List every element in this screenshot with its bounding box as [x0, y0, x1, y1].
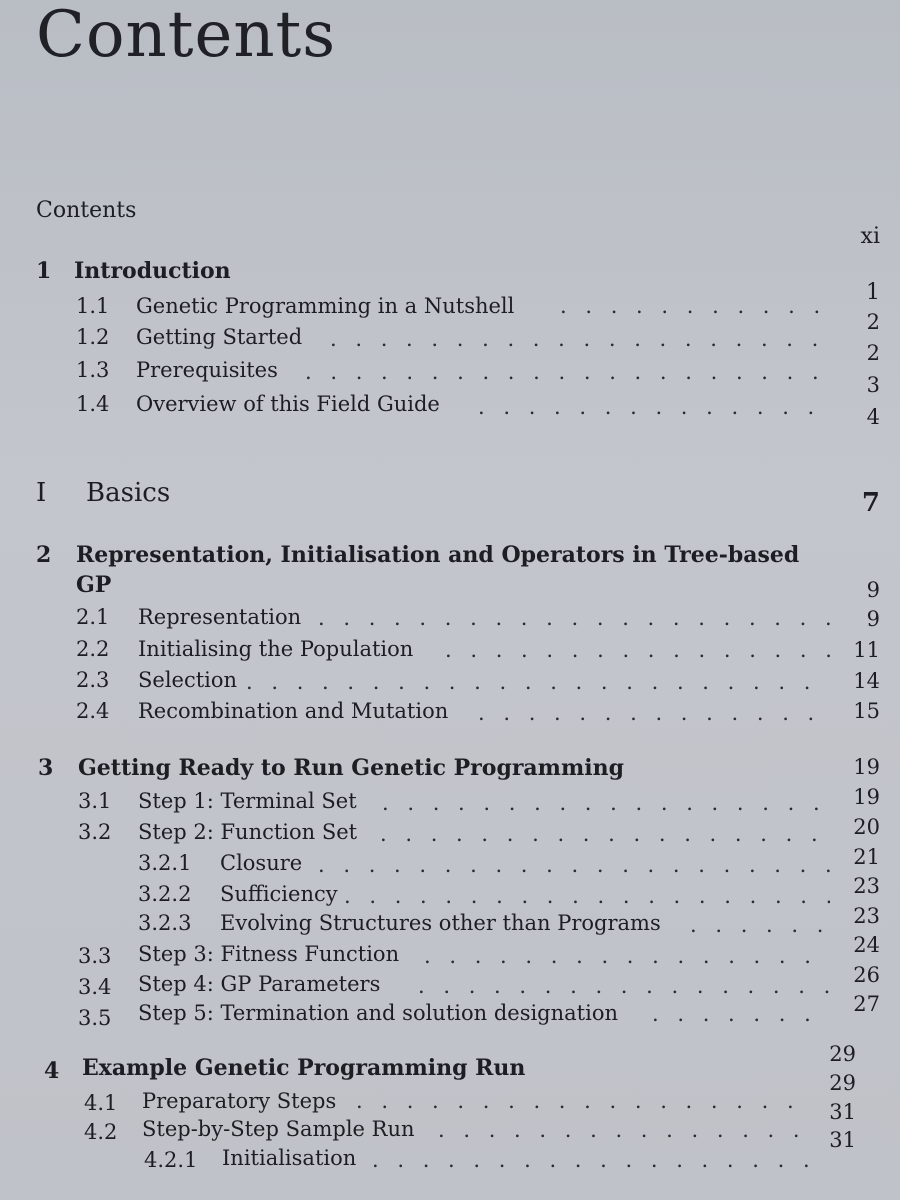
- entry-number: 3.2.3: [138, 911, 192, 935]
- entry-number: 1.1: [76, 294, 110, 318]
- entry-title: Basics: [86, 478, 171, 508]
- entry-title: Step 5: Termination and solution designation: [138, 1001, 618, 1025]
- entry-number: 3.5: [78, 1006, 112, 1030]
- entry-title: Getting Started: [136, 325, 303, 349]
- entry-number: 2.4: [76, 699, 110, 723]
- entry-page: 20: [853, 815, 880, 839]
- entry-number: 3: [38, 755, 54, 781]
- leader-dots: [380, 822, 830, 846]
- entry-title: Evolving Structures other than Programs: [220, 911, 661, 935]
- entry-page: 27: [853, 992, 880, 1016]
- leader-dots: [690, 913, 830, 937]
- leader-dots: [445, 638, 830, 662]
- entry-page: 21: [853, 845, 880, 869]
- entry-title: Overview of this Field Guide: [136, 392, 440, 416]
- entry-page: 31: [829, 1128, 856, 1152]
- entry-title: Representation: [138, 605, 302, 629]
- entry-number: 1.3: [76, 358, 110, 382]
- entry-page: 26: [853, 963, 880, 987]
- leader-dots: [418, 974, 830, 998]
- entry-number: 3.3: [78, 944, 112, 968]
- entry-number: 4.1: [84, 1091, 118, 1115]
- entry-page: 3: [866, 373, 880, 397]
- entry-title: Step 3: Fitness Function: [138, 942, 400, 966]
- entry-title: Step 1: Terminal Set: [138, 789, 357, 813]
- entry-number: 1.4: [76, 392, 110, 416]
- entry-page: 31: [829, 1100, 856, 1124]
- leader-dots: [344, 884, 830, 908]
- entry-number: I: [36, 478, 47, 508]
- entry-page: 2: [866, 310, 880, 334]
- entry-number: 2.3: [76, 668, 110, 692]
- entry-number: 4: [44, 1058, 60, 1084]
- entry-page: 9: [866, 578, 880, 602]
- leader-dots: [652, 1002, 830, 1026]
- entry-page: 9: [866, 607, 880, 631]
- entry-title-continued: GP: [76, 572, 112, 598]
- leader-dots: [424, 944, 830, 968]
- entry-title: Contents: [36, 198, 137, 223]
- entry-title: Initialising the Population: [138, 637, 414, 661]
- entry-title: Sufficiency: [220, 882, 338, 906]
- entry-number: 4.2.1: [144, 1148, 198, 1172]
- entry-title: Initialisation: [222, 1146, 357, 1170]
- leader-dots: [318, 853, 830, 877]
- entry-page: 14: [853, 669, 880, 693]
- entry-title: Step-by-Step Sample Run: [142, 1117, 415, 1141]
- entry-page: 19: [853, 785, 880, 809]
- leader-dots: [305, 360, 835, 384]
- entry-title: Prerequisites: [136, 358, 278, 382]
- leader-dots: [246, 670, 830, 694]
- entry-number: 3.4: [78, 975, 112, 999]
- leader-dots: [560, 294, 835, 318]
- entry-title: Step 4: GP Parameters: [138, 972, 381, 996]
- leader-dots: [382, 791, 830, 815]
- leader-dots: [478, 395, 835, 419]
- entry-page: 7: [861, 488, 880, 518]
- entry-title: Introduction: [74, 258, 231, 284]
- entry-title: Genetic Programming in a Nutshell: [136, 294, 515, 318]
- entry-page: 1: [866, 280, 880, 305]
- entry-page: xi: [860, 224, 880, 249]
- entry-page: 24: [853, 933, 880, 957]
- entry-title: Closure: [220, 851, 303, 875]
- entry-page: 23: [853, 904, 880, 928]
- page-title: Contents: [36, 0, 337, 72]
- entry-title: Selection: [138, 668, 238, 692]
- leader-dots: [318, 606, 833, 630]
- entry-number: 1: [36, 258, 52, 284]
- entry-number: 4.2: [84, 1120, 118, 1144]
- entry-title: Getting Ready to Run Genetic Programming: [78, 755, 624, 781]
- entry-number: 2: [36, 542, 52, 568]
- entry-page: 15: [853, 699, 880, 723]
- entry-page: 4: [866, 405, 880, 429]
- entry-page: 19: [853, 755, 880, 779]
- entry-page: 11: [853, 638, 880, 662]
- entry-number: 3.2.1: [138, 851, 192, 875]
- entry-page: 29: [829, 1071, 856, 1095]
- entry-page: 2: [866, 341, 880, 365]
- leader-dots: [438, 1118, 810, 1142]
- entry-number: 3.2.2: [138, 882, 192, 906]
- entry-number: 2.1: [76, 605, 110, 629]
- entry-title: Representation, Initialisation and Operators in Tree-based: [76, 542, 800, 568]
- leader-dots: [356, 1089, 810, 1113]
- entry-number: 3.1: [78, 789, 112, 813]
- leader-dots: [478, 701, 830, 725]
- entry-title: Recombination and Mutation: [138, 699, 449, 723]
- entry-number: 1.2: [76, 325, 110, 349]
- entry-page: 23: [853, 874, 880, 898]
- entry-title: Preparatory Steps: [142, 1089, 337, 1113]
- entry-number: 2.2: [76, 637, 110, 661]
- entry-number: 3.2: [78, 820, 112, 844]
- leader-dots: [372, 1148, 810, 1172]
- entry-page: 29: [829, 1042, 856, 1066]
- entry-title: Step 2: Function Set: [138, 820, 358, 844]
- entry-title: Example Genetic Programming Run: [82, 1055, 526, 1081]
- leader-dots: [330, 327, 835, 351]
